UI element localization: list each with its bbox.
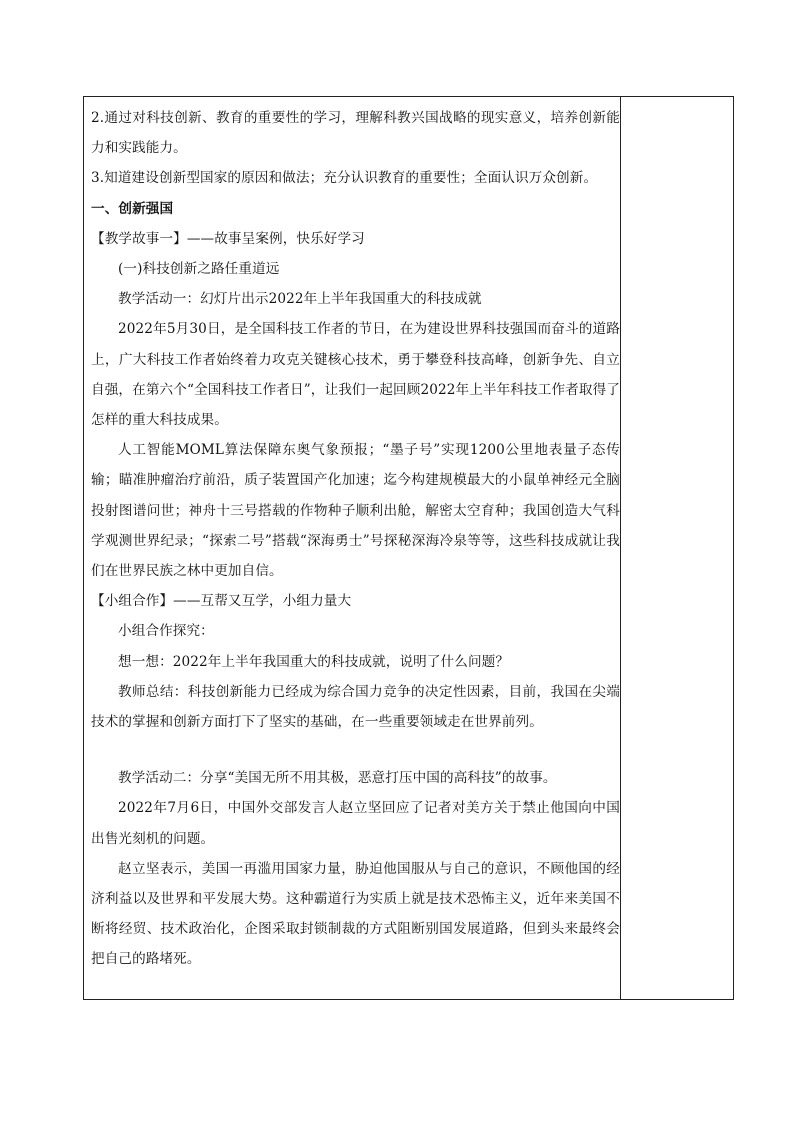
paragraph: 2.通过对科技创新、教育的重要性的学习，理解科教兴国战略的现实意义，培养创新能力和实践能力。 — [91, 110, 620, 157]
paragraph: 赵立坚表示，美国一再滥用国家力量，胁迫他国服从与自己的意识，不顾他国的经济利益以及世界和平发展大势。这种霸道行为实质上就是技术恐怖主义，近年来美国不断将经贸、技术政治化，企图采取封锁制裁的方式阻断别国发展道路，但到头来最终会把自己的路堵死。 — [91, 860, 620, 968]
paragraph: 3.知道建设创新型国家的原因和做法；充分认识教育的重要性；全面认识万众创新。 — [91, 170, 598, 187]
paragraph-gap — [91, 737, 620, 763]
paragraph: 【小组合作】——互帮又互学，小组力量大 — [91, 593, 352, 610]
lesson-content-cell — [84, 97, 620, 999]
paragraph: 小组合作探究： — [118, 623, 214, 640]
paragraph: 教师总结：科技创新能力已经成为综合国力竞争的决定性因素，目前，我国在尖端技术的掌握和创新方面打下了坚实的基础，在一些重要领域走在世界前列。 — [91, 683, 620, 731]
paragraph: 人工智能MOML算法保障东奥气象预报；“墨子号”实现1200公里地表量子态传输；瞄准肿瘤治疗前沿，质子装置国产化加速；迄今构建规模最大的小鼠单神经元全脑投射图谱问世；神舟十三号搭载的作物种子顺利出舱，解密太空育种；我国创造大气科学观测世界纪录；“探索二号”搭载“深海勇士”号探秘深海冷泉等等，这些科技成就让我们在世界民族之林中更加自信。 — [91, 442, 620, 580]
paragraph: 2022年7月6日，中国外交部发言人赵立坚回应了记者对美方关于禁止他国向中国出售光刻机的问题。 — [91, 800, 620, 847]
notes-cell — [621, 97, 733, 999]
lesson-table — [83, 96, 734, 1000]
section-heading: 一、创新强国 — [91, 200, 174, 217]
paragraph: (一)科技创新之路任重道远 — [118, 261, 280, 278]
paragraph: 2022年5月30日，是全国科技工作者的节日，在为建设世界科技强国而奋斗的道路上，广大科技工作者始终着力攻克关键核心技术，勇于攀登科技高峰，创新争先、自立自强，在第六个“全国科技工作者日”，让我们一起回顾2022年上半年科技工作者取得了怎样的重大科技成果。 — [91, 321, 620, 429]
paragraph: 教学活动一：幻灯片出示2022年上半年我国重大的科技成就 — [118, 291, 482, 308]
paragraph: 想一想：2022年上半年我国重大的科技成就，说明了什么问题？ — [118, 653, 510, 670]
paragraph: 教学活动二：分享“美国无所不用其极，恶意打压中国的高科技”的故事。 — [118, 770, 557, 787]
paragraph: 【教学故事一】——故事呈案例，快乐好学习 — [91, 230, 365, 247]
